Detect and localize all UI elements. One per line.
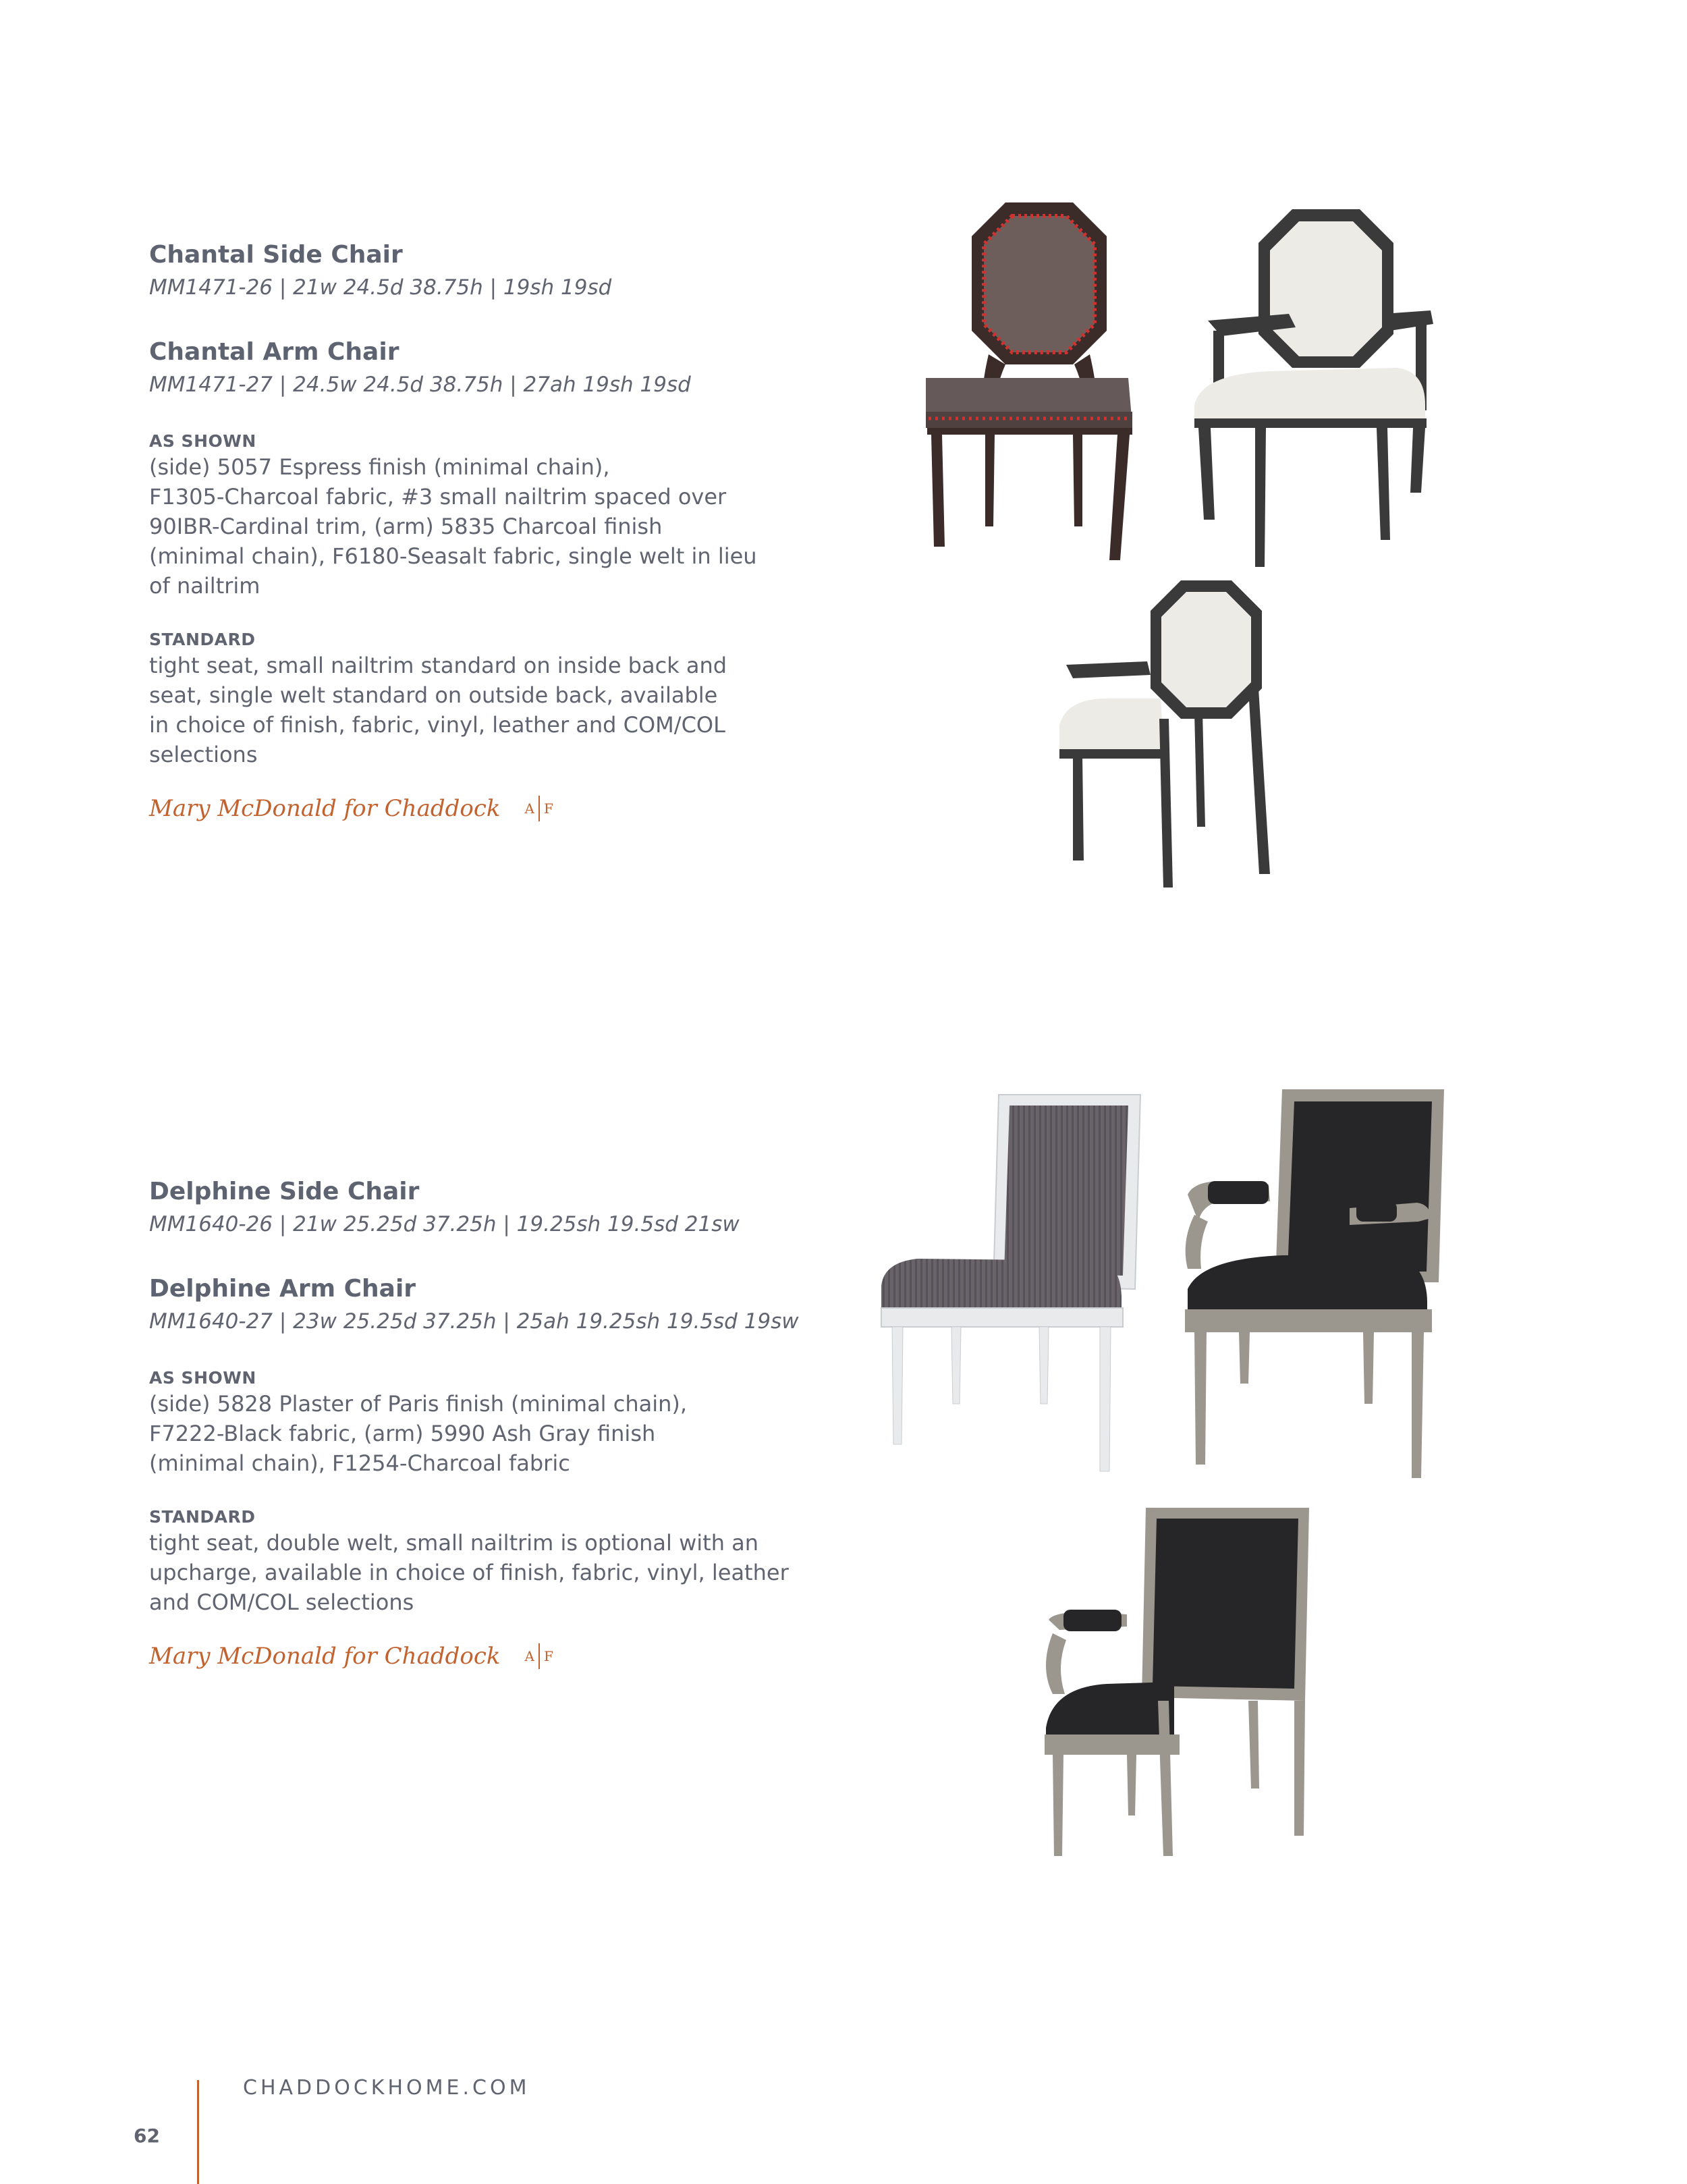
as-shown-label: AS SHOWN xyxy=(149,1368,256,1388)
product-chantal-text xyxy=(149,239,851,822)
standard-label: STANDARD xyxy=(149,630,256,649)
chantal-arm-chair-image xyxy=(1188,202,1444,580)
standard-text: tight seat, double welt, small nailtrim is optional with an upcharge, available in choice of finish, fabric, vinyl, leather and COM/COL selections xyxy=(149,1530,789,1615)
chantal-arm-chair-back-image xyxy=(1053,577,1309,901)
standard-label: STANDARD xyxy=(149,1507,256,1527)
product-title: Delphine Arm Chair xyxy=(149,1275,416,1303)
af-logo-divider xyxy=(538,796,540,821)
product-spec: MM1471-27 | 24.5w 24.5d 38.75h | 27ah 19sh 19sd xyxy=(149,373,691,397)
page-number: 62 xyxy=(134,2125,160,2147)
af-logo-right: F xyxy=(543,1648,553,1664)
footer-website: CHADDOCKHOME.COM xyxy=(243,2076,530,2100)
as-shown-text: (side) 5057 Espress finish (minimal chain), F1305-Charcoal fabric, #3 small nailtrim spaced over 90IBR-Cardinal trim, (arm) 5835 Charcoal finish (minimal chain), F6180-Seasalt fabric, single welt in lieu of nailtrim xyxy=(149,454,757,599)
product-spec: MM1640-27 | 23w 25.25d 37.25h | 25ah 19.25sh 19.5sd 19sw xyxy=(149,1309,799,1334)
designer-brand xyxy=(149,1643,851,1670)
af-logo xyxy=(525,796,553,821)
standard-text: tight seat, small nailtrim standard on inside back and seat, single welt standard on outside back, available in choice of finish, fabric, vinyl, leather and COM/COL selections xyxy=(149,653,727,767)
designer-brand xyxy=(149,795,851,822)
product-spec: MM1640-26 | 21w 25.25d 37.25h | 19.25sh 19.5sd 21sw xyxy=(149,1212,740,1236)
af-logo-right: F xyxy=(543,800,553,817)
product-title: Delphine Side Chair xyxy=(149,1178,420,1205)
delphine-arm-chair-back-image xyxy=(1039,1505,1323,1863)
delphine-side-chair-image xyxy=(877,1093,1147,1478)
af-logo xyxy=(525,1643,553,1669)
as-shown-text: (side) 5828 Plaster of Paris finish (minimal chain), F7222-Black fabric, (arm) 5990 Ash Gray finish (minimal chain), F1254-Charcoal fabric xyxy=(149,1391,688,1476)
as-shown-label: AS SHOWN xyxy=(149,431,256,451)
chantal-side-chair-image xyxy=(918,196,1161,574)
product-title: Chantal Arm Chair xyxy=(149,338,399,366)
footer-accent-rule xyxy=(197,2080,199,2184)
designer-name: Mary McDonald for Chaddock xyxy=(149,1643,501,1670)
product-spec: MM1471-26 | 21w 24.5d 38.75h | 19sh 19sd xyxy=(149,275,612,300)
af-logo-divider xyxy=(538,1643,540,1669)
af-logo-left: A xyxy=(524,800,534,817)
product-delphine-text xyxy=(149,1176,851,1670)
af-logo-left: A xyxy=(524,1648,534,1664)
delphine-arm-chair-image xyxy=(1174,1087,1444,1478)
designer-name: Mary McDonald for Chaddock xyxy=(149,795,501,822)
product-title: Chantal Side Chair xyxy=(149,241,403,269)
